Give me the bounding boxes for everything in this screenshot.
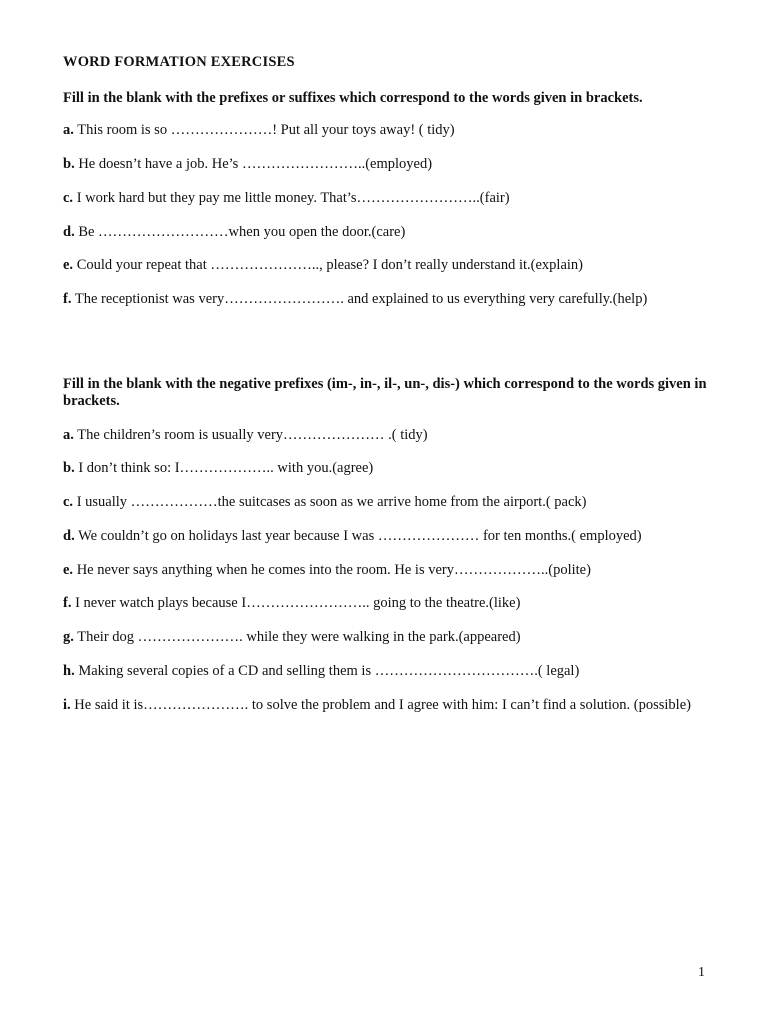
item-label: i. [63,697,71,713]
section1-item-b [63,156,713,173]
section2-instruction: Fill in the blank with the negative prefixes (im-, in-, il-, un-, dis-) which correspond to the words given in brackets. [63,376,707,409]
item-label: d. [63,528,75,544]
item-text: We couldn’t go on holidays last year because I was ………………… for ten months.( employed) [78,528,642,544]
section2-item-g [63,629,713,646]
item-label: e. [63,562,74,578]
item-label: b. [63,460,75,476]
page-title: WORD FORMATION EXERCISES [63,54,295,70]
section1-item-c [63,190,713,207]
item-label: h. [63,663,75,679]
item-text: Could your repeat that ………………….., please? I don’t really understand it.(explain) [76,257,583,273]
item-label: b. [63,156,75,172]
section1-item-f [63,291,713,308]
item-label: g. [63,629,74,645]
section1-instruction: Fill in the blank with the prefixes or suffixes which correspond to the words given in brackets. [63,90,643,106]
item-text: I usually ………………the suitcases as soon as we arrive home from the airport.( pack) [76,494,587,510]
item-label: f. [63,595,72,611]
item-label: a. [63,427,74,443]
section2-item-c [63,494,713,511]
item-text: This room is so …………………! Put all your toys away! ( tidy) [77,122,455,138]
section2-item-h [63,663,713,680]
item-label: c. [63,494,74,510]
item-text: I don’t think so: I……………….. with you.(agree) [78,460,374,476]
item-label: c. [63,190,74,206]
item-text: He never says anything when he comes into the room. He is very………………..(polite) [76,562,591,578]
item-text: He doesn’t have a job. He’s ……………………..(employed) [78,156,433,172]
item-text: I work hard but they pay me little money. That’s……………………..(fair) [76,190,510,206]
section1-item-d [63,224,713,241]
section2-item-i [63,697,713,714]
section1-item-e [63,257,713,274]
item-text: The receptionist was very……………………. and explained to us everything very carefully.(help) [74,291,648,307]
item-text: Making several copies of a CD and selling them is …………………………….( legal) [78,663,580,679]
page-number: 1 [698,965,705,980]
item-text: I never watch plays because I…………………….. going to the theatre.(like) [75,595,521,611]
section2-item-a [63,427,713,444]
item-label: d. [63,224,75,240]
section2-item-e [63,562,713,579]
section2-item-d [63,528,713,545]
item-label: a. [63,122,74,138]
item-text: Their dog …………………. while they were walking in the park.(appeared) [77,629,521,645]
item-label: e. [63,257,74,273]
item-text: Be ………………………when you open the door.(care) [78,224,406,240]
item-label: f. [63,291,72,307]
section1-item-a [63,122,713,139]
item-text: He said it is…………………. to solve the problem and I agree with him: I can’t find a solution. (possible) [74,697,691,713]
item-text: The children’s room is usually very………………… .( tidy) [77,427,428,443]
section2-item-f [63,595,713,612]
section2-item-b [63,460,713,477]
